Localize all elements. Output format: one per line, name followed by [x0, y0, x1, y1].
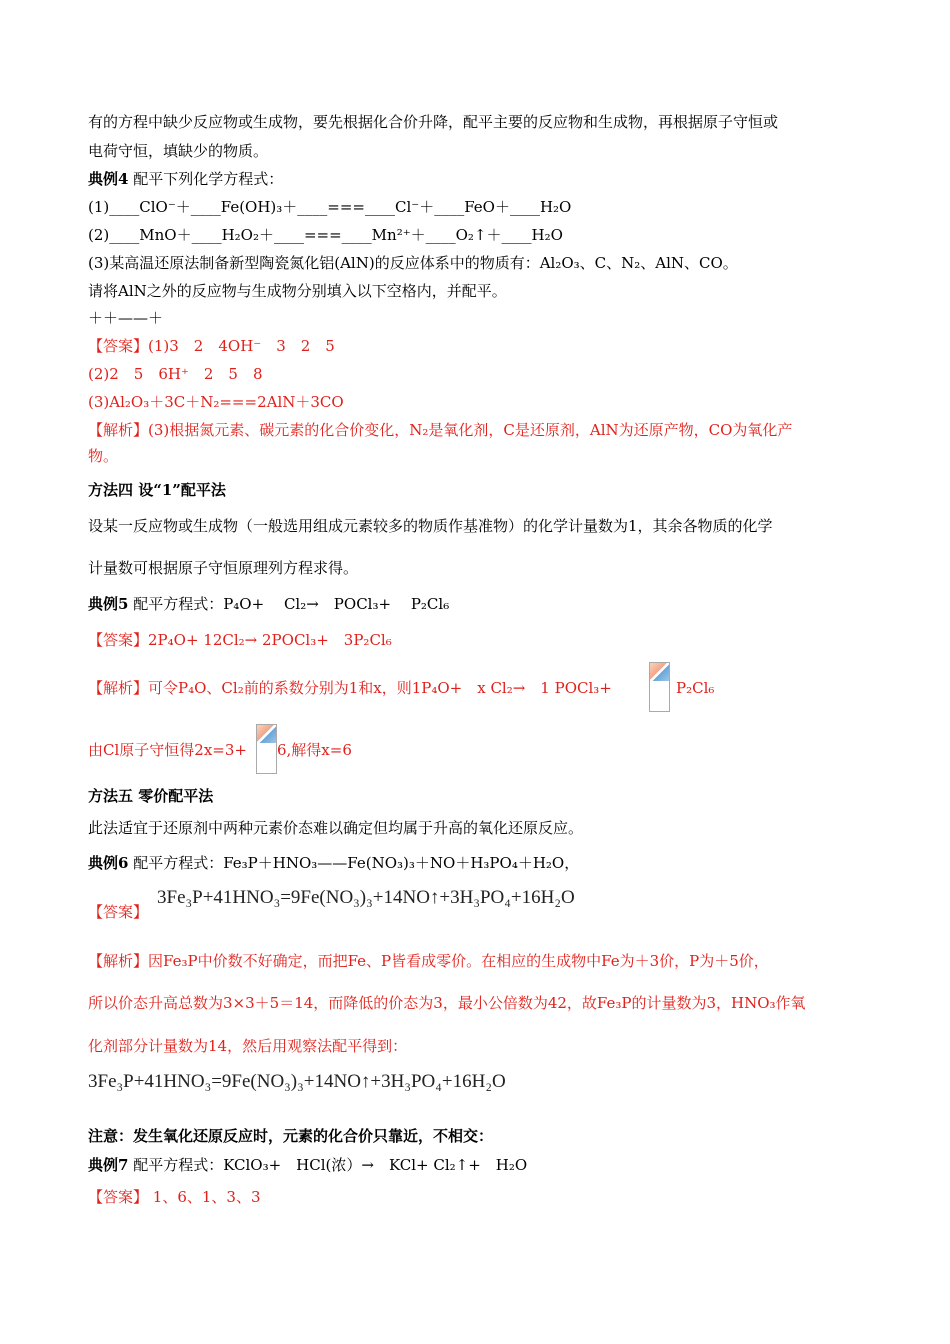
example-7-heading — [88, 1155, 527, 1175]
example-4-blanks: ＋＋——＋ — [88, 309, 164, 327]
intro-line-2: 电荷守恒，填缺少的物质。 — [88, 142, 269, 160]
example-4-explanation-2: 物。 — [88, 447, 119, 465]
explanation-label: 【解析】 — [88, 952, 149, 970]
example-6-title: 典例6 — [88, 854, 129, 872]
example-4-question-3b: 请将AlN之外的反应物与生成物分别填入以下空格内，并配平。 — [88, 282, 507, 300]
example-5-title: 典例5 — [88, 595, 129, 613]
example-4-question-1: (1)____ClO⁻＋____Fe(OH)₃＋____===____Cl⁻＋____FeO＋____H₂O — [88, 198, 572, 216]
example-5-heading — [88, 594, 449, 614]
example-5-explanation-2b: 6,解得x=6 — [277, 741, 352, 759]
example-4-prompt: 配平下列化学方程式： — [128, 170, 284, 188]
explanation-label: 【解析】 — [88, 421, 149, 439]
example-6-explanation-1 — [88, 951, 769, 971]
example-6-prompt: 配平方程式：Fe₃P＋HNO₃——Fe(NO₃)₃＋NO＋H₃PO₄＋H₂O， — [128, 854, 580, 872]
placeholder-image-icon — [649, 662, 670, 712]
example-5-explanation-1b: P₂Cl₆ — [676, 679, 715, 697]
method-4-line-1: 设某一反应物或生成物（一般选用组成元素较多的物质作基准物）的化学计量数为1，其余各物质的化学 — [88, 517, 773, 535]
example-4-title: 典例4 — [88, 170, 129, 188]
explanation-label: 【解析】 — [88, 679, 149, 697]
placeholder-image-icon — [256, 724, 277, 774]
method-5-title: 方法五 零价配平法 — [88, 787, 214, 805]
example-7-title: 典例7 — [88, 1156, 129, 1174]
example-5-answer — [88, 630, 392, 650]
example-6-heading — [88, 853, 579, 873]
example-4-answer-1 — [88, 336, 335, 356]
answer-text: (1)3 2 4OH⁻ 3 2 5 — [148, 337, 335, 355]
example-4-question-3: (3)某高温还原法制备新型陶瓷氮化铝(AlN)的反应体系中的物质有：Al₂O₃、C、N₂、AlN、CO。 — [88, 254, 738, 272]
answer-text: 2P₄O+ 12Cl₂→ 2POCl₃+ 3P₂Cl₆ — [148, 631, 392, 649]
example-7-answer — [88, 1187, 261, 1207]
example-4-answer-2: (2)2 5 6H⁺ 2 5 8 — [88, 365, 263, 383]
answer-label: 【答案】 — [88, 631, 149, 649]
intro-line-1: 有的方程中缺少反应物或生成物，要先根据化合价升降，配平主要的反应物和生成物，再根据原子守恒或 — [88, 113, 779, 131]
example-6-explanation-2: 所以价态升高总数为3×3＋5＝14，而降低的价态为3，最小公倍数为42，故Fe₃P的计量数为3，HNO₃作氧 — [88, 994, 806, 1012]
method-5-line-1: 此法适宜于还原剂中两种元素价态难以确定但均属于升高的氧化还原反应。 — [88, 819, 584, 837]
example-4-explanation-1 — [88, 420, 792, 440]
explanation-text: 可令P₄O、Cl₂前的系数分别为1和x，则1P₄O+ x Cl₂→ 1 POCl₃+ — [148, 679, 612, 697]
example-5-explanation-1 — [88, 678, 612, 698]
example-6-answer-label: 【答案】 — [88, 903, 149, 921]
example-4-answer-3: (3)Al₂O₃＋3C＋N₂===2AlN＋3CO — [88, 393, 344, 411]
method-4-line-2: 计量数可根据原子守恒原理列方程求得。 — [88, 559, 359, 577]
example-6-explanation-3: 化剂部分计量数为14，然后用观察法配平得到： — [88, 1037, 408, 1055]
example-6-answer-equation: 3Fe₃P+41HNO₃=9Fe(NO₃)₃+14NO↑+3H₃PO₄+16H₂O — [157, 887, 575, 908]
method-4-title: 方法四 设“1”配平法 — [88, 481, 226, 499]
example-5-prompt: 配平方程式：P₄O+ Cl₂→ POCl₃+ P₂Cl₆ — [128, 595, 450, 613]
explanation-text: 因Fe₃P中价数不好确定，而把Fe、P皆看成零价。在相应的生成物中Fe为＋3价，P为＋5价， — [148, 952, 769, 970]
answer-label: 【答案】 — [88, 337, 149, 355]
example-6-result-equation: 3Fe₃P+41HNO₃=9Fe(NO₃)₃+14NO↑+3H₃PO₄+16H₂O — [88, 1071, 506, 1092]
example-7-prompt: 配平方程式：KClO₃+ HCl(浓）→ KCl+ Cl₂↑+ H₂O — [128, 1156, 528, 1174]
explanation-text: (3)根据氮元素、碳元素的化合价变化，N₂是氧化剂，C是还原剂，AlN为还原产物，CO为氧化产 — [148, 421, 793, 439]
example-4-question-2: (2)____MnO＋____H₂O₂＋____===____Mn²⁺＋____O₂↑＋____H₂O — [88, 226, 563, 244]
example-4-heading — [88, 169, 283, 189]
answer-label: 【答案】 — [88, 1188, 149, 1206]
example-5-explanation-2: 由Cl原子守恒得2x=3+ — [88, 741, 247, 759]
note-text: 注意：发生氧化还原反应时，元素的化合价只靠近，不相交： — [88, 1127, 494, 1145]
answer-text: 1、6、1、3、3 — [148, 1188, 261, 1206]
